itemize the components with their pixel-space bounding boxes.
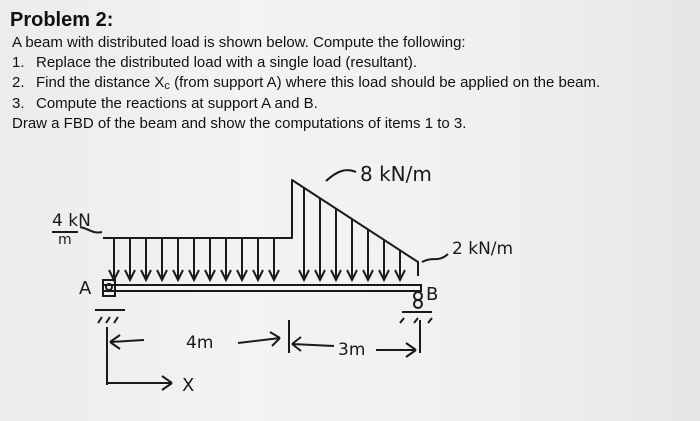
- span-1-label: 4m: [186, 333, 214, 353]
- task-number: 2.: [12, 74, 25, 91]
- closing-instruction: Draw a FBD of the beam and show the computations of items 1 to 3.: [12, 115, 467, 132]
- x-axis-label: X: [182, 375, 195, 396]
- left-load-label-bottom: m: [58, 232, 72, 248]
- load-outline: [103, 180, 418, 276]
- beam: [103, 285, 421, 291]
- support-a-label: A: [79, 278, 92, 299]
- support-b: [400, 292, 432, 323]
- task-number: 3.: [12, 95, 25, 112]
- task-text: Replace the distributed load with a single load (resultant).: [36, 54, 418, 71]
- task-text: Compute the reactions at support A and B.: [36, 95, 318, 112]
- load-arrows-tri: [299, 188, 405, 280]
- load-arrows-rect: [109, 238, 279, 280]
- task-text: [36, 73, 600, 94]
- problem-intro: A beam with distributed load is shown below. Compute the following:: [12, 34, 466, 51]
- task-text-before: Find the distance X: [36, 74, 165, 91]
- dimension-lines: [106, 320, 420, 390]
- task-text-after: (from support A) where this load should be applied on the beam.: [169, 74, 601, 91]
- support-a: [95, 280, 125, 323]
- task-number: 1.: [12, 54, 25, 71]
- left-load-label-top: 4 kN: [52, 211, 91, 231]
- problem-title: Problem 2:: [10, 9, 114, 31]
- peak-load-label: 8 kN/m: [360, 162, 432, 186]
- subscript: c: [164, 80, 170, 92]
- right-load-label: 2 kN/m: [452, 239, 514, 259]
- right-load-leader: [422, 254, 448, 262]
- task-item-2: [12, 73, 690, 94]
- problem-statement: [10, 7, 690, 134]
- support-b-label: B: [426, 284, 439, 305]
- task-item-1: [12, 53, 690, 73]
- left-load-leader: [80, 227, 102, 232]
- task-item-3: [12, 94, 690, 114]
- peak-label-leader: [326, 170, 356, 181]
- task-list: [10, 53, 690, 114]
- span-2-label: 3m: [338, 340, 366, 360]
